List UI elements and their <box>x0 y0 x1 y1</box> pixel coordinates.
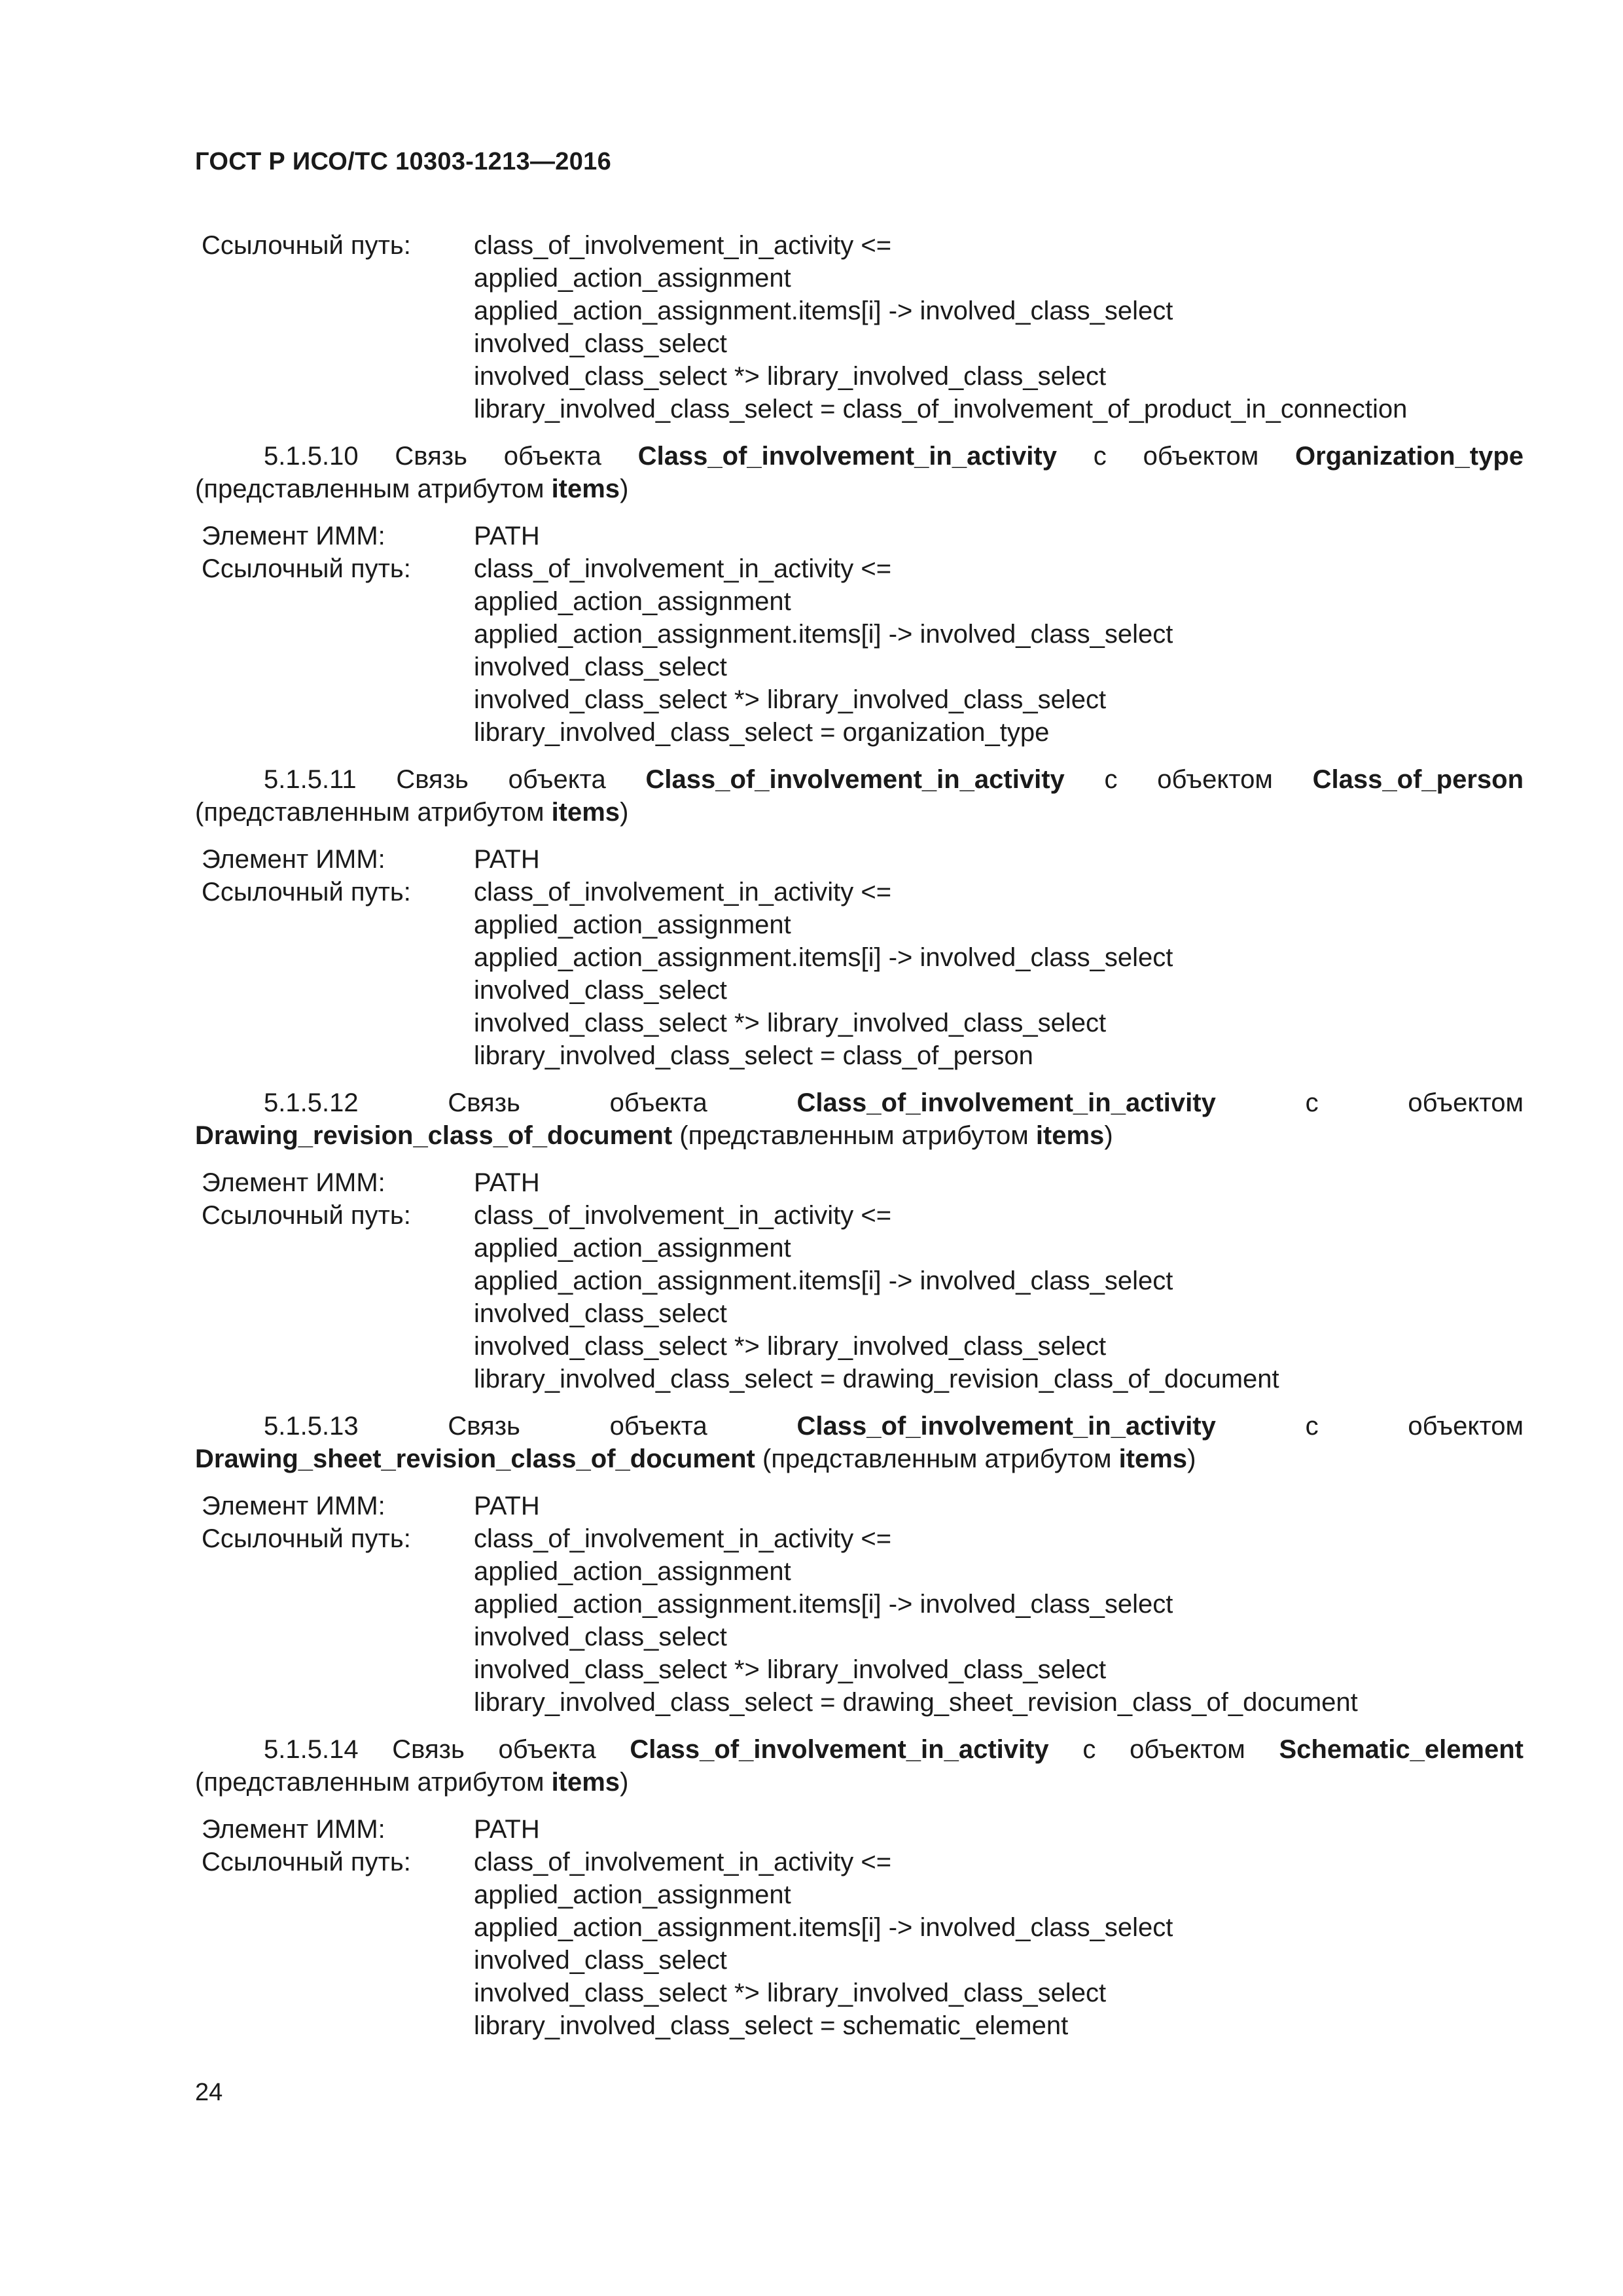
path-line: library_involved_class_select = class_of_person <box>474 1041 1033 1070</box>
entity-name: Class_of_involvement_in_activity <box>796 1412 1216 1441</box>
imm-element-row <box>195 1166 1524 1199</box>
reference-path-lines <box>474 1522 1358 1719</box>
section-number: 5.1.5.14 <box>264 1735 359 1764</box>
path-line: class_of_involvement_in_activity <= <box>474 231 892 260</box>
imm-element-row <box>195 1813 1524 1846</box>
path-line: library_involved_class_select = drawing_sheet_revision_class_of_document <box>474 1688 1358 1717</box>
path-line: involved_class_select <box>474 1946 727 1975</box>
section-number: 5.1.5.13 <box>264 1412 359 1441</box>
page-number: 24 <box>195 2079 223 2106</box>
reference-path-row <box>195 229 1524 425</box>
heading-text: ) <box>1187 1444 1196 1473</box>
imm-element-value: PATH <box>474 1168 540 1197</box>
path-line: applied_action_assignment <box>474 587 791 616</box>
reference-path-row <box>195 1846 1524 2042</box>
path-line: applied_action_assignment <box>474 1557 791 1586</box>
heading-text: с объектом <box>1215 1088 1524 1117</box>
reference-path-lines <box>474 1199 1279 1395</box>
heading-text: ) <box>620 475 629 503</box>
target-entity-name: Class_of_person <box>1312 765 1524 794</box>
path-line: class_of_involvement_in_activity <= <box>474 1201 892 1230</box>
path-line: library_involved_class_select = drawing_revision_class_of_document <box>474 1365 1279 1393</box>
imm-element-label: Элемент ИММ: <box>202 522 385 550</box>
section-number: 5.1.5.11 <box>264 765 357 794</box>
heading-text: Связь объекта <box>356 765 646 794</box>
path-line: applied_action_assignment <box>474 1234 791 1263</box>
heading-text: ) <box>620 798 629 827</box>
imm-element-label: Элемент ИММ: <box>202 1815 385 1844</box>
target-entity-name: Organization_type <box>1295 442 1524 471</box>
reference-path-label: Ссылочный путь: <box>202 878 411 906</box>
reference-path-label: Ссылочный путь: <box>202 554 411 583</box>
path-line: library_involved_class_select = organization_type <box>474 718 1050 747</box>
heading-text: (представленным атрибутом <box>195 1768 552 1797</box>
path-line: applied_action_assignment <box>474 1880 791 1909</box>
imm-element-label: Элемент ИММ: <box>202 1168 385 1197</box>
entity-name: Class_of_involvement_in_activity <box>645 765 1065 794</box>
document-header: ГОСТ Р ИСО/ТС 10303-1213—2016 <box>195 148 611 175</box>
section-heading <box>195 1086 1524 1152</box>
heading-text: Связь объекта <box>358 442 638 471</box>
path-line: involved_class_select <box>474 329 727 358</box>
heading-text: (представленным атрибутом <box>195 475 552 503</box>
path-line: involved_class_select *> library_involved_class_select <box>474 1332 1107 1361</box>
path-line: applied_action_assignment.items[i] -> involved_class_select <box>474 1266 1173 1295</box>
path-line: involved_class_select *> library_involved_class_select <box>474 1009 1107 1037</box>
path-line: involved_class_select <box>474 1299 727 1328</box>
path-line: applied_action_assignment.items[i] -> involved_class_select <box>474 1913 1173 1942</box>
reference-path-row <box>195 1522 1524 1719</box>
imm-element-row <box>195 520 1524 552</box>
path-line: applied_action_assignment.items[i] -> involved_class_select <box>474 1590 1173 1619</box>
heading-text: (представленным атрибутом <box>672 1121 1036 1150</box>
target-entity-name: Drawing_revision_class_of_document <box>195 1121 673 1150</box>
section-number: 5.1.5.12 <box>264 1088 359 1117</box>
heading-text: Связь объекта <box>358 1412 797 1441</box>
reference-path-row <box>195 876 1524 1072</box>
attribute-name: items <box>551 475 620 503</box>
path-line: class_of_involvement_in_activity <= <box>474 1524 892 1553</box>
imm-element-row <box>195 1490 1524 1522</box>
reference-path-lines <box>474 552 1173 749</box>
heading-text: ) <box>620 1768 629 1797</box>
entity-name: Class_of_involvement_in_activity <box>637 442 1057 471</box>
path-line: class_of_involvement_in_activity <= <box>474 1848 892 1876</box>
path-line: involved_class_select <box>474 653 727 681</box>
entity-name: Class_of_involvement_in_activity <box>796 1088 1216 1117</box>
reference-path-lines <box>474 1846 1173 2042</box>
path-line: applied_action_assignment.items[i] -> involved_class_select <box>474 943 1173 972</box>
attribute-name: items <box>551 798 620 827</box>
path-line: library_involved_class_select = schematic_element <box>474 2011 1069 2040</box>
section-number: 5.1.5.10 <box>264 442 359 471</box>
heading-text: Связь объекта <box>358 1088 797 1117</box>
path-line: applied_action_assignment.items[i] -> involved_class_select <box>474 296 1173 325</box>
section-heading <box>195 1410 1524 1475</box>
path-line: involved_class_select *> library_involved_class_select <box>474 362 1107 391</box>
path-line: class_of_involvement_in_activity <= <box>474 554 892 583</box>
path-line: library_involved_class_select = class_of_involvement_of_product_in_connection <box>474 395 1408 423</box>
reference-path-lines <box>474 876 1173 1072</box>
path-line: involved_class_select *> library_involved_class_select <box>474 685 1107 714</box>
section-heading <box>195 440 1524 505</box>
reference-path-row <box>195 1199 1524 1395</box>
path-line: applied_action_assignment.items[i] -> involved_class_select <box>474 620 1173 649</box>
path-line: involved_class_select *> library_involved_class_select <box>474 1655 1107 1684</box>
reference-path-label: Ссылочный путь: <box>202 1524 411 1553</box>
target-entity-name: Drawing_sheet_revision_class_of_document <box>195 1444 755 1473</box>
imm-element-row <box>195 843 1524 876</box>
heading-text: с объектом <box>1215 1412 1524 1441</box>
attribute-name: items <box>551 1768 620 1797</box>
sections-container <box>195 440 1524 2042</box>
entity-name: Class_of_involvement_in_activity <box>630 1735 1049 1764</box>
heading-text: Связь объекта <box>358 1735 630 1764</box>
reference-path-label: Ссылочный путь: <box>202 1201 411 1230</box>
section-heading <box>195 1733 1524 1799</box>
imm-element-value: PATH <box>474 522 540 550</box>
heading-text: с объектом <box>1064 765 1313 794</box>
path-line: involved_class_select *> library_involved_class_select <box>474 1979 1107 2007</box>
heading-text: ) <box>1104 1121 1113 1150</box>
target-entity-name: Schematic_element <box>1279 1735 1524 1764</box>
path-line: class_of_involvement_in_activity <= <box>474 878 892 906</box>
imm-element-label: Элемент ИММ: <box>202 845 385 874</box>
path-line: involved_class_select <box>474 1623 727 1651</box>
reference-path-label: Ссылочный путь: <box>202 231 411 260</box>
imm-element-value: PATH <box>474 1492 540 1520</box>
attribute-name: items <box>1118 1444 1188 1473</box>
imm-element-value: PATH <box>474 1815 540 1844</box>
heading-text: с объектом <box>1048 1735 1279 1764</box>
path-line: involved_class_select <box>474 976 727 1005</box>
heading-text: с объектом <box>1056 442 1296 471</box>
reference-path-row <box>195 552 1524 749</box>
path-line: applied_action_assignment <box>474 910 791 939</box>
section-heading <box>195 763 1524 829</box>
attribute-name: items <box>1035 1121 1105 1150</box>
imm-element-value: PATH <box>474 845 540 874</box>
reference-path-lines <box>474 229 1407 425</box>
reference-path-label: Ссылочный путь: <box>202 1848 411 1876</box>
path-line: applied_action_assignment <box>474 264 791 293</box>
document-body <box>195 229 1524 2042</box>
heading-text: (представленным атрибутом <box>755 1444 1119 1473</box>
imm-element-label: Элемент ИММ: <box>202 1492 385 1520</box>
heading-text: (представленным атрибутом <box>195 798 552 827</box>
